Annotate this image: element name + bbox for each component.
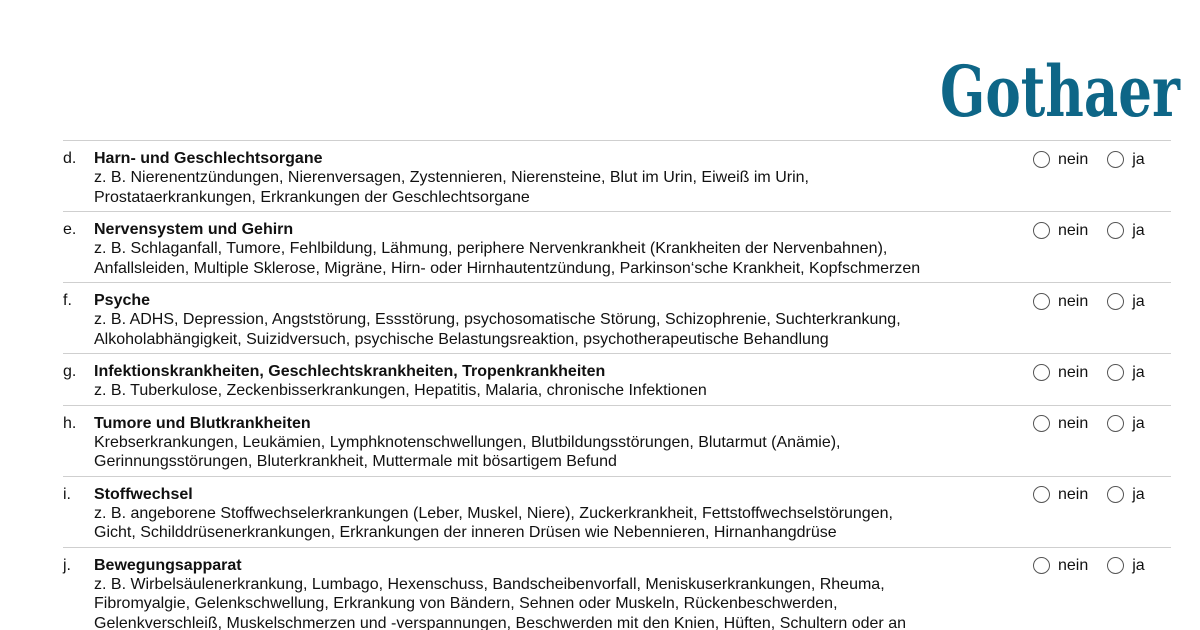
answer-no-label: nein [1058,150,1089,168]
answer-yes-option[interactable] [1107,556,1144,575]
answer-yes-option[interactable] [1107,414,1144,433]
question-row [63,477,1171,548]
answer-yes-label: ja [1132,486,1145,503]
answer-options [1033,484,1164,506]
answer-no-label: nein [1058,486,1089,503]
radio-yes-icon[interactable] [1107,557,1124,574]
question-description [94,381,1014,401]
answer-yes-label: ja [1132,221,1145,239]
answer-options [1033,413,1164,435]
question-text [94,149,1014,207]
radio-no-icon[interactable] [1033,415,1050,432]
question-letter: g. [63,363,77,380]
question-description [94,239,1014,278]
health-questions-list [63,140,1171,630]
question-title: Harn- und Geschlechtsorgane [94,150,323,167]
description-line: Alkoholabhängigkeit, Suizidversuch, psychische Belastungsreaktion, psychotherapeutische Behandlung [94,330,829,348]
description-line: z. B. Nierenentzündungen, Nierenversagen, Zystennieren, Nierensteine, Blut im Urin, Eiweiß im Urin, [94,169,809,186]
description-line: Gicht, Schilddrüsenerkrankungen, Erkrankungen der inneren Drüsen wie Nebennieren, Hirnanhangdrüse [94,524,837,541]
answer-options [1033,290,1164,312]
logo-wordmark [938,50,1182,140]
radio-yes-icon[interactable] [1107,415,1124,432]
answer-yes-label: ja [1132,557,1145,574]
answer-options [1033,219,1164,241]
radio-yes-icon[interactable] [1107,364,1124,381]
answer-no-label: nein [1058,221,1089,239]
description-line: Gelenkverschleiß, Muskelschmerzen und -verspannungen, Beschwerden mit den Knien, Hüften, Schultern oder an [94,614,906,630]
question-text [94,362,1014,401]
radio-yes-icon[interactable] [1107,151,1124,168]
question-letter: h. [63,414,77,432]
answer-yes-option[interactable] [1107,292,1144,311]
gothaer-logo [938,50,1182,140]
question-text [94,556,1014,630]
question-description [94,575,1014,630]
radio-yes-icon[interactable] [1107,222,1124,239]
question-title: Infektionskrankheiten, Geschlechtskrankheiten, Tropenkrankheiten [94,363,606,380]
answer-no-option[interactable] [1033,150,1088,169]
question-text [94,485,1014,543]
answer-yes-option[interactable] [1107,363,1144,382]
description-line: Gerinnungsstörungen, Bluterkrankheit, Muttermale mit bösartigem Befund [94,453,617,470]
description-line: z. B. Schlaganfall, Tumore, Fehlbildung, Lähmung, periphere Nervenkrankheit (Krankheiten der Nervenbahnen), [94,240,888,257]
answer-options [1033,148,1164,170]
question-text [94,414,1014,472]
question-letter: d. [63,150,77,167]
radio-no-icon[interactable] [1033,222,1050,239]
question-text [94,220,1014,278]
description-line: z. B. angeborene Stoffwechselerkrankungen (Leber, Muskel, Niere), Zuckerkrankheit, Fettstoffwechselstörungen, [94,504,893,522]
question-letter: j. [63,556,71,574]
description-line: Prostataerkrankungen, Erkrankungen der Geschlechtsorgane [94,188,530,206]
question-letter: e. [63,221,77,238]
question-row [63,212,1171,283]
answer-yes-label: ja [1132,363,1145,381]
radio-no-icon[interactable] [1033,364,1050,381]
question-title: Nervensystem und Gehirn [94,221,294,238]
description-line: z. B. Tuberkulose, Zeckenbisserkrankungen, Hepatitis, Malaria, chronische Infektionen [94,382,707,399]
answer-yes-option[interactable] [1107,150,1144,169]
logo-text: Gothaer [940,50,1181,133]
answer-no-option[interactable] [1033,221,1088,240]
answer-no-label: nein [1058,292,1089,310]
question-description [94,504,1014,543]
answer-yes-label: ja [1132,415,1145,432]
answer-no-label: nein [1058,363,1089,381]
description-line: Anfallsleiden, Multiple Sklerose, Migräne, Hirn- oder Hirnhautentzündung, Parkinson‘sche Krankheit, Kopfschmerzen [94,259,921,277]
answer-yes-option[interactable] [1107,485,1144,504]
answer-no-option[interactable] [1033,414,1088,433]
question-title: Tumore und Blutkrankheiten [94,414,311,432]
question-row [63,354,1171,406]
question-letter: i. [63,485,71,503]
answer-yes-label: ja [1132,150,1145,168]
answer-no-option[interactable] [1033,292,1088,311]
question-description [94,168,1014,207]
description-line: z. B. ADHS, Depression, Angststörung, Essstörung, psychosomatische Störung, Schizophrenie, Suchterkrankung, [94,311,901,328]
question-title: Psyche [94,292,151,309]
radio-no-icon[interactable] [1033,151,1050,168]
radio-no-icon[interactable] [1033,486,1050,503]
question-row [63,406,1171,477]
answer-yes-option[interactable] [1107,221,1144,240]
question-row [63,548,1171,630]
answer-no-label: nein [1058,415,1089,432]
radio-yes-icon[interactable] [1107,293,1124,310]
answer-yes-label: ja [1132,292,1145,310]
description-line: Krebserkrankungen, Leukämien, Lymphknotenschwellungen, Blutbildungsstörungen, Blutarmut (Anämie), [94,433,841,451]
question-row [63,141,1171,212]
radio-yes-icon[interactable] [1107,486,1124,503]
question-description [94,310,1014,349]
description-line: z. B. Wirbelsäulenerkrankung, Lumbago, Hexenschuss, Bandscheibenvorfall, Meniskuserkrankungen, Rheuma, [94,575,885,593]
radio-no-icon[interactable] [1033,557,1050,574]
answer-no-option[interactable] [1033,485,1088,504]
answer-no-label: nein [1058,557,1089,574]
answer-no-option[interactable] [1033,363,1088,382]
question-row [63,283,1171,354]
question-description [94,433,1014,472]
answer-no-option[interactable] [1033,556,1088,575]
question-title: Bewegungsapparat [94,556,242,574]
answer-options [1033,555,1164,577]
description-line: Fibromyalgie, Gelenkschwellung, Erkrankung von Bändern, Sehnen oder Muskeln, Rückenbeschwerden, [94,595,838,612]
question-title: Stoffwechsel [94,485,193,503]
question-text [94,291,1014,349]
radio-no-icon[interactable] [1033,293,1050,310]
question-letter: f. [63,292,72,309]
answer-options [1033,361,1164,383]
